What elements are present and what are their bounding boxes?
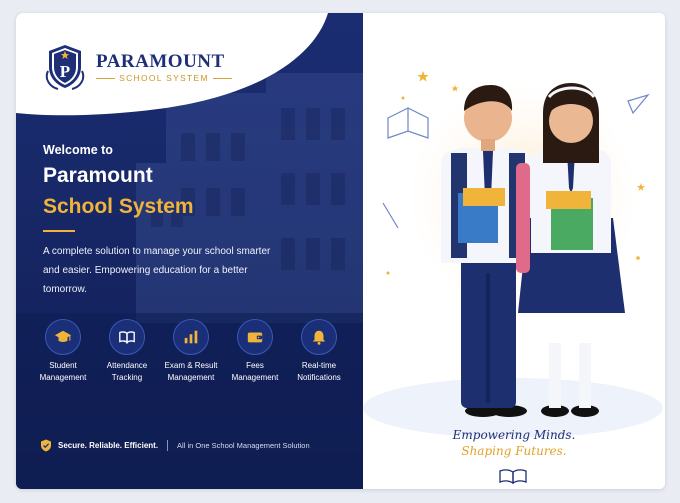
right-panel [363,13,665,489]
graduation-cap-icon [45,319,81,355]
svg-text:P: P [59,62,71,81]
brand-subtitle: SCHOOL SYSTEM [119,73,209,83]
welcome-text: Welcome to [43,143,113,157]
footer-bar [40,437,350,453]
feature-label-line2: Management [167,373,215,382]
all-in-one-text: All in One School Management Solution [177,440,310,450]
hero-title-line2: School System [43,195,194,218]
tagline-line2: Shaping Futures. [461,444,567,458]
feature-label-line1: Student [49,361,77,370]
tagline-line1: Empowering Minds. [452,428,576,442]
brand-subtitle-rule-left [96,78,115,79]
left-panel [16,13,363,489]
feature-student-management[interactable] [33,319,93,384]
feature-list [28,319,353,389]
hero-title-line1: Paramount [43,164,153,187]
feature-exam-result-management[interactable] [161,319,221,384]
secure-text: Secure. Reliable. Efficient. [58,440,159,450]
brand-subtitle-rule-right [213,78,232,79]
open-book-icon [109,319,145,355]
hero-description: A complete solution to manage your school smarter and easier. Empowering education for a better tomorrow. [43,246,271,295]
footer-divider [167,440,168,451]
brand-name: PARAMOUNT [96,51,225,72]
feature-realtime-notifications[interactable] [289,319,349,384]
wallet-icon [237,319,273,355]
students-illustration [363,13,665,489]
feature-label-line1: Attendance [106,361,148,370]
feature-label-line1: Fees [246,361,264,370]
feature-label-line2: Notifications [297,373,341,382]
open-book-icon [498,468,528,484]
welcome-card [16,13,665,489]
feature-label-line1: Real-time [301,361,337,370]
feature-label-line2: Management [231,373,279,382]
feature-label-line2: Tracking [111,373,143,382]
feature-label-line2: Management [39,373,87,382]
title-underline [43,230,75,232]
bar-chart-icon [173,319,209,355]
shield-crest-icon [40,41,90,93]
bell-icon [301,319,337,355]
brand-subtitle-row [96,73,232,83]
shield-check-icon [40,439,52,452]
feature-label-line1: Exam & Result [164,361,218,370]
feature-fees-management[interactable] [225,319,285,384]
feature-attendance-tracking[interactable] [97,319,157,384]
